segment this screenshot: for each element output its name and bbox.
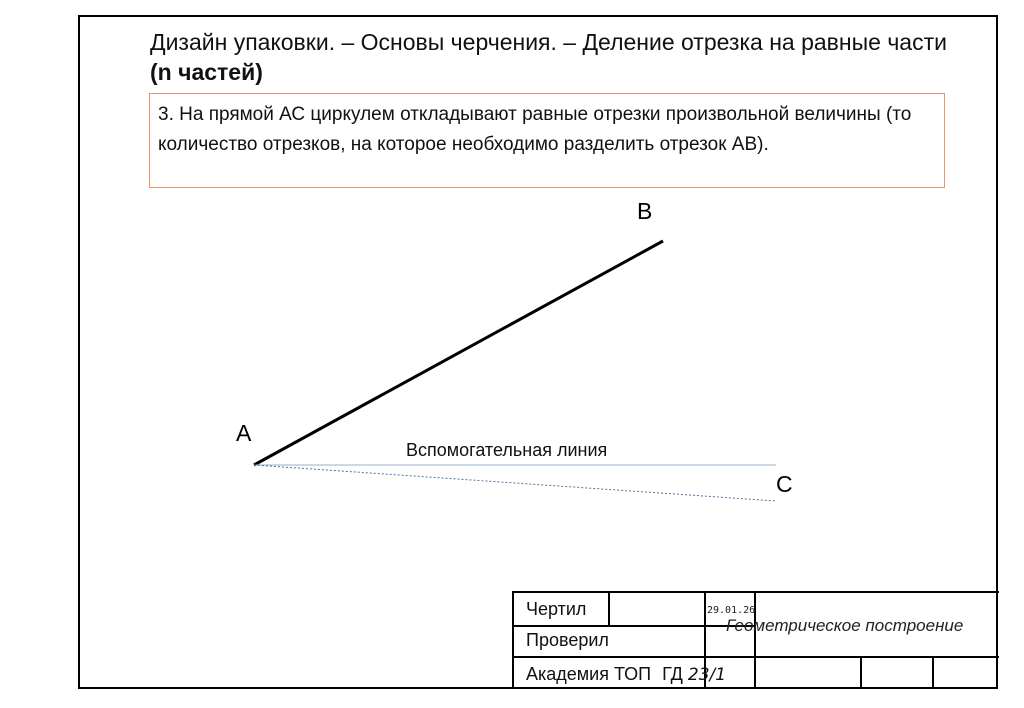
title-line-2: (n частей) (150, 59, 263, 85)
stamp-code-number: 23/1 (687, 665, 727, 685)
stamp-org-name: Академия ТОП (526, 664, 652, 684)
stamp-divider (514, 656, 999, 658)
stamp-divider (860, 658, 862, 688)
line-ac (254, 465, 776, 501)
label-point-b: B (637, 198, 653, 224)
step-note-text: 3. На прямой АС циркулем откладывают равные отрезки произвольной величины (то количество отрезков, на которое необходимо разделить отрезок АВ). (158, 104, 912, 155)
label-point-c: C (776, 471, 793, 497)
stamp-drawn-label: Чертил (526, 599, 587, 619)
stamp-divider (514, 625, 754, 627)
stamp-divider (608, 593, 610, 625)
stamp-checked-label: Проверил (526, 630, 609, 650)
stamp-code-prefix: ГД (662, 664, 683, 684)
stamp-divider (932, 658, 934, 688)
auxiliary-line-label: Вспомогательная линия (406, 440, 608, 460)
label-point-a: A (236, 420, 252, 446)
stamp-drawing-title: Геометрическое построение (726, 616, 964, 635)
stamp-date: 29.01.26 (707, 605, 756, 616)
title-line-1: Дизайн упаковки. – Основы черчения. – Деление отрезка на равные части (150, 29, 947, 55)
title-block (512, 591, 999, 688)
segment-ab (254, 241, 663, 465)
stamp-org-label (526, 664, 726, 685)
